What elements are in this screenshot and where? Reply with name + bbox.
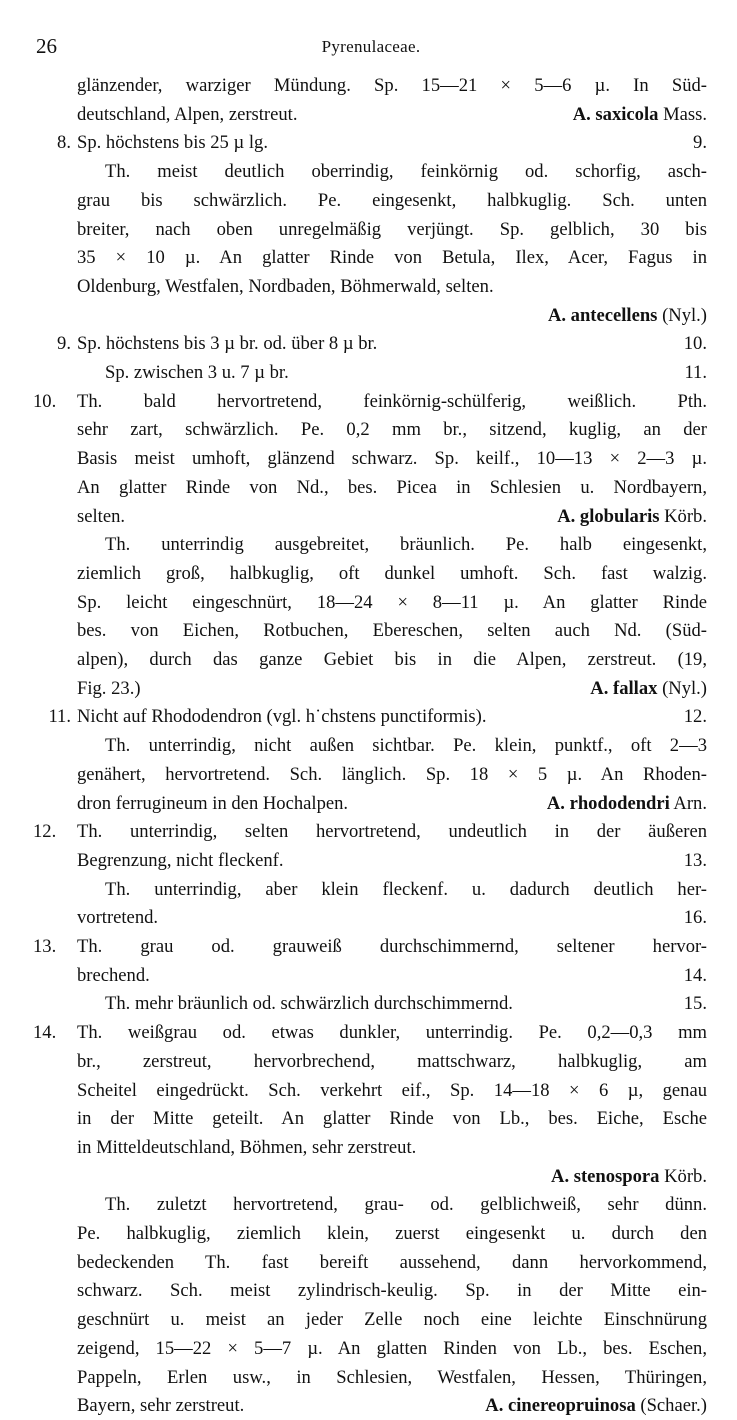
text-line [77,1364,707,1392]
key-couplet-number: 9. [57,333,71,355]
line-text: vortretend. [77,907,159,929]
key-lead-reference: 9. [693,132,707,154]
line-text: zeigend, 15—22 × 5—7 µ. An glatten Rinden von Lb., bes. Eschen, [77,1337,707,1359]
key-lead-reference: 10. [683,333,707,355]
line-text: 35 × 10 µ. An glatter Rinde von Betula, Ilex, Acer, Fagus in [77,247,707,269]
text-line [77,1306,707,1334]
line-text: Sp. zwischen 3 u. 7 µ br. [105,362,289,383]
line-text: in der Mitte geteilt. An glatter Rinde von Lb., bes. Eiche, Esche [77,1108,707,1130]
line-text: breiter, nach oben unregelmäßig verjüngt. Sp. gelblich, 30 bis [77,218,707,240]
line-text: Oldenburg, Westfalen, Nordbaden, Böhmerwald, selten. [77,275,494,297]
text-line [33,388,707,416]
text-line [33,933,707,961]
species-binomial: A. stenospora [551,1165,660,1187]
line-text: in Mitteldeutschland, Böhmen, sehr zerstreut. [77,1136,417,1158]
text-line [57,129,707,157]
species-author: (Schaer.) [635,1395,707,1417]
key-couplet-number: 10. [33,390,57,412]
page-header [36,34,706,58]
key-couplet-number: 13. [33,936,57,957]
line-text: Scheitel eingedrückt. Sch. verkehrt eif., Sp. 14—18 × 6 µ, genau [77,1079,707,1101]
text-line [77,1077,707,1105]
text-line [77,72,707,100]
line-text: Th. zuletzt hervortretend, grau- od. gelblichweiß, sehr dünn. [105,1194,707,1216]
line-text: Th. weißgrau od. etwas dunkler, unterrindig. Pe. 0,2—0,3 mm [77,1022,707,1044]
line-text: sehr zart, schwärzlich. Pe. 0,2 mm br., sitzend, kuglig, an der [77,419,707,441]
text-line [77,187,707,215]
text-line [105,531,707,559]
text-line [57,330,707,358]
text-line [105,990,707,1018]
line-text: bedeckenden Th. fast bereift aussehend, dann hervorkommend, [77,1251,707,1273]
line-text: Pe. halbkuglig, ziemlich klein, zuerst eingesenkt u. durch den [77,1223,707,1244]
key-lead-reference: 16. [683,907,707,929]
line-text: glänzender, warziger Mündung. Sp. 15—21 × 5—6 µ. In Süd- [77,75,707,96]
text-line [77,617,707,645]
text-line [77,1277,707,1305]
line-text: brechend. [77,964,150,986]
line-text: schwarz. Sch. meist zylindrisch-keulig. Sp. in der Mitte ein- [77,1280,707,1302]
key-couplet-number: 8. [57,132,71,154]
species-binomial: A. rhododendri [546,792,670,814]
text-line [77,302,707,330]
line-text: Th. grau od. grauweiß durchschimmernd, seltener hervor- [77,936,707,957]
line-text: Sp. höchstens bis 3 µ br. od. über 8 µ br. [77,333,378,355]
species-binomial: A. saxicola [572,103,659,125]
text-line [77,216,707,244]
text-line [77,416,707,444]
text-line [77,962,707,990]
text-line [77,101,707,129]
text-line [77,1220,707,1248]
key-lead-reference: 14. [683,964,707,986]
line-text: grau bis schwärzlich. Pe. eingesenkt, halbkuglig. Sch. unten [77,189,707,211]
text-line [105,158,707,186]
line-text: Basis meist umhoft, glänzend schwarz. Sp. keilf., 10—13 × 2—3 µ. [77,448,707,470]
species-author: (Nyl.) [657,304,707,326]
text-line [105,1191,707,1219]
line-text: geschnürt u. meist an jeder Zelle noch eine leichte Einschnürung [77,1309,707,1331]
line-text: br., zerstreut, hervorbrechend, mattschwarz, halbkuglig, am [77,1050,707,1072]
species-binomial: A. fallax [590,677,658,699]
species-name [547,790,707,818]
species-binomial: A. cinereopruinosa [485,1395,636,1417]
species-author: Mass. [658,103,707,125]
line-text: Th. mehr bräunlich od. schwärzlich durchschimmernd. [105,993,513,1015]
text-line [105,732,707,760]
species-name [551,1163,707,1191]
line-text: Th. unterrindig, nicht außen sichtbar. Pe. klein, punktf., oft 2—3 [105,735,707,757]
text-line [77,761,707,789]
line-text: Th. unterrindig, selten hervortretend, undeutlich in der äußeren [77,821,707,843]
key-lead-reference: 13. [683,849,707,871]
text-line [77,1335,707,1363]
line-text: alpen), durch das ganze Gebiet bis in die Alpen, zerstreut. (19, [77,649,707,670]
species-binomial: A. globularis [557,505,660,527]
species-name [485,1392,707,1420]
key-couplet-number: 12. [33,821,57,843]
line-text: deutschland, Alpen, zerstreut. [77,103,298,125]
line-text: Sp. höchstens bis 25 µ lg. [77,132,268,154]
line-text: Pappeln, Erlen usw., in Schlesien, Westfalen, Hessen, Thüringen, [77,1366,707,1388]
text-line [77,790,707,818]
key-lead-reference: 12. [683,706,707,728]
line-text: ziemlich groß, halbkuglig, oft dunkel umhoft. Sch. fast walzig. [77,562,707,584]
line-text: dron ferrugineum in den Hochalpen. [77,792,349,814]
species-author: (Nyl.) [657,677,707,699]
text-line [105,359,707,387]
key-couplet-number: 14. [33,1022,57,1044]
line-text: selten. [77,505,126,527]
line-text: Begrenzung, nicht fleckenf. [77,849,284,871]
line-text: Th. bald hervortretend, feinkörnig-schülferig, weißlich. Pth. [77,390,707,412]
text-line [105,876,707,904]
text-line [77,1249,707,1277]
text-line [77,675,707,703]
text-line [33,1019,707,1047]
species-name [590,675,707,703]
key-couplet-number: 11. [48,706,71,728]
text-line [77,1134,707,1162]
key-lead-reference: 11. [684,362,707,383]
text-line [77,646,707,674]
text-line [77,1048,707,1076]
text-line [77,474,707,502]
line-text: Sp. leicht eingeschnürt, 18—24 × 8—11 µ. An glatter Rinde [77,591,707,613]
line-text: Fig. 23.) [77,677,141,699]
text-line [77,503,707,531]
species-name [548,302,707,330]
line-text: Bayern, sehr zerstreut. [77,1395,245,1417]
line-text: An glatter Rinde von Nd., bes. Picea in Schlesien u. Nordbayern, [77,476,707,498]
text-line [48,703,707,731]
text-line [77,445,707,473]
line-text: Th. unterrindig ausgebreitet, bräunlich. Pe. halb eingesenkt, [105,534,707,556]
text-line [77,589,707,617]
species-author: Körb. [659,505,707,527]
text-line [77,273,707,301]
text-line [77,1105,707,1133]
running-title: Pyrenulaceae. [321,37,421,56]
line-text: bes. von Eichen, Rotbuchen, Ebereschen, selten auch Nd. (Süd- [77,620,707,642]
page-number: 26 [36,34,57,58]
species-author: Arn. [669,792,707,814]
text-line [77,1392,707,1420]
text-line [33,818,707,846]
species-name [557,503,707,531]
line-text: Th. meist deutlich oberrindig, feinkörnig od. schorfig, asch- [105,161,707,183]
line-text: genähert, hervortretend. Sch. länglich. Sp. 18 × 5 µ. An Rhoden- [77,763,707,785]
line-text: Nicht auf Rhododendron (vgl. h˙chstens punctiformis). [77,706,487,728]
text-line [77,560,707,588]
species-name [573,101,707,129]
line-text: Th. unterrindig, aber klein fleckenf. u. dadurch deutlich her- [105,878,707,900]
text-line [77,847,707,875]
species-author: Körb. [659,1165,707,1187]
text-line [77,1163,707,1191]
text-line [77,244,707,272]
key-lead-reference: 15. [683,993,707,1015]
text-line [77,904,707,932]
species-binomial: A. antecellens [547,304,658,326]
